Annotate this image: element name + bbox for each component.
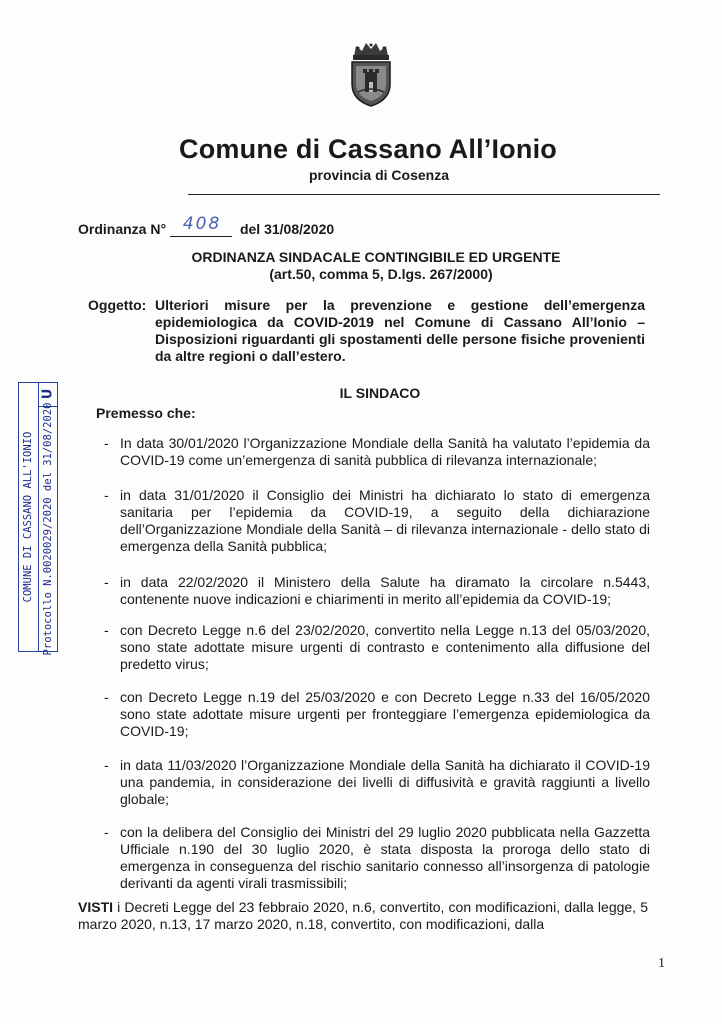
premise-text: con Decreto Legge n.19 del 25/03/2020 e con Decreto Legge n.33 del 16/05/2020 sono state adottate misure urgenti per fronteggiare l’emergenza epidemiologica da COVID-19;	[120, 689, 650, 739]
ordinance-number: 408	[182, 214, 222, 234]
bullet-dash: -	[104, 622, 109, 638]
ordinance-legal-reference: (art.50, comma 5, D.lgs. 267/2000)	[269, 266, 493, 282]
header-divider	[188, 194, 660, 195]
premise-item	[104, 824, 650, 892]
premise-item	[104, 689, 650, 740]
premise-item	[104, 487, 650, 555]
subject-text: Ulteriori misure per la prevenzione e gestione dell’emergenza epidemiologica da COVID-2019 nel Comune di Cassano All’Ionio – Disposizioni riguardanti gli spostamenti delle persone fisiche provenienti da altre regioni o dall’estero.	[155, 297, 645, 364]
bullet-dash: -	[104, 824, 109, 840]
stamp-direction-cell	[38, 382, 58, 406]
ordinance-label: Ordinanza N°	[78, 221, 167, 237]
visti-label: VISTI	[78, 899, 114, 915]
ordinance-line	[78, 214, 335, 237]
page-number: 1	[658, 956, 665, 971]
stamp-entity-text: COMUNE DI CASSANO ALL'IONIO	[22, 431, 34, 603]
bullet-dash: -	[104, 435, 109, 451]
premise-text: In data 30/01/2020 l’Organizzazione Mondiale della Sanità ha valutato l’epidemia da COVID-19 come un’emergenza di sanità pubblica di rilevanza internazionale;	[120, 435, 650, 468]
stamp-entity-column	[18, 382, 38, 652]
premise-text: con Decreto Legge n.6 del 23/02/2020, convertito nella Legge n.13 del 05/03/2020, sono state adottate misure urgenti di contrasto e contenimento alla diffusione del predetto virus;	[120, 622, 650, 672]
subject-label: Oggetto:	[88, 297, 147, 313]
bullet-dash: -	[104, 574, 109, 590]
premise-text: in data 31/01/2020 il Consiglio dei Ministri ha dichiarato lo stato di emergenza sanitaria per l’epidemia da COVID-19, a seguito della dichiarazione dell’Organizzazione Mondiale della Sanità – di rilevanza internazionale - dello stato di emergenza della Sanità pubblica;	[120, 487, 650, 554]
premises-heading: Premesso che:	[96, 405, 196, 421]
bullet-dash: -	[104, 757, 109, 773]
premise-item	[104, 574, 650, 608]
ordinance-title: ORDINANZA SINDACALE CONTINGIBILE ED URGENTE	[191, 249, 561, 265]
mayor-heading: IL SINDACO	[339, 385, 421, 401]
premise-item	[104, 622, 650, 673]
premise-text: in data 11/03/2020 l’Organizzazione Mondiale della Sanità ha dichiarato il COVID-19 una pandemia, in considerazione dei livelli di diffusività e gravità raggiunti a livello globale;	[120, 757, 650, 807]
stamp-protocol-text: Protocollo N.0020029/2020 del 31/08/2020	[42, 402, 54, 656]
premise-item	[104, 435, 650, 469]
bullet-dash: -	[104, 689, 109, 705]
municipal-crest-logo	[346, 40, 396, 108]
province-subtitle: provincia di Cosenza	[308, 167, 450, 183]
stamp-protocol-column	[38, 402, 58, 656]
ordinance-number-field	[170, 214, 232, 237]
protocol-stamp	[18, 382, 58, 656]
premise-text: con la delibera del Consiglio dei Ministri del 29 luglio 2020 pubblicata nella Gazzetta Ufficiale n.190 del 30 luglio 2020, è stata disposta la proroga dello stato di emergenza in conseguenza del rischio sanitario connesso all’insorgenza di patologie derivanti da agenti virali trasmissibili;	[120, 824, 650, 891]
bullet-dash: -	[104, 487, 109, 503]
stamp-direction-letter: U	[40, 388, 56, 400]
ordinance-date: del 31/08/2020	[239, 221, 335, 237]
premise-item	[104, 757, 650, 808]
visti-text: i Decreti Legge del 23 febbraio 2020, n.6, convertito, con modificazioni, dalla legge, 5 marzo 2020, n.13, 17 marzo 2020, n.18, convertito, con modificazioni, dalla	[78, 899, 648, 932]
visti-paragraph	[78, 899, 648, 933]
premise-text: in data 22/02/2020 il Ministero della Salute ha diramato la circolare n.5443, contenente nuove indicazioni e chiarimenti in merito all’epidemia da COVID-19;	[120, 574, 650, 607]
municipality-title: Comune di Cassano All’Ionio	[179, 134, 557, 164]
